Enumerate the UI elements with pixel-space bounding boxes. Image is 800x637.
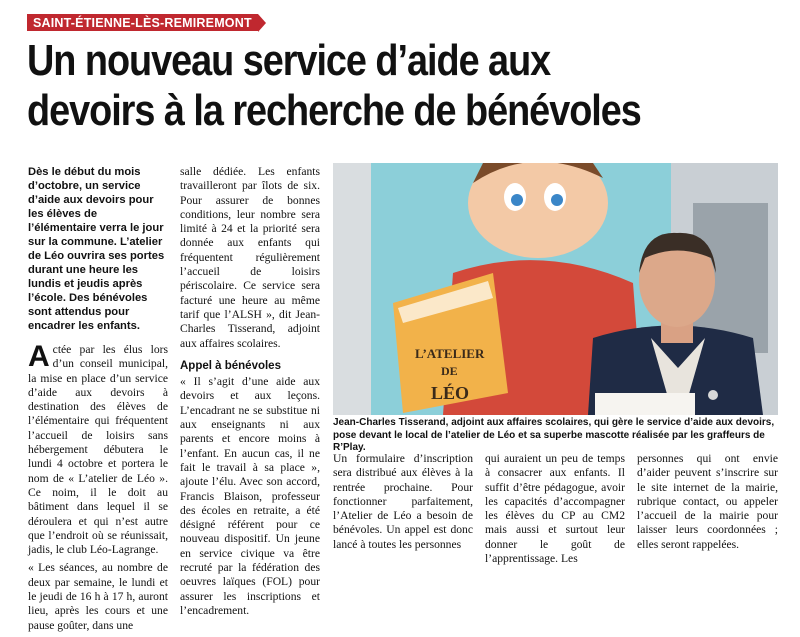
body-paragraph-5: Un formulaire d’inscription sera distribué aux élèves à la rentrée prochaine. Pour fonctionner parfaitement, l’Atelier de Léo a besoin de bénévoles. Un appel est donc lancé à toutes les personnes [333,452,473,551]
subheading-appel: Appel à bénévoles [180,359,281,372]
body-paragraph-1-text: ctée par les élus lors d’un conseil municipal, la mise en place d’un service d’aide aux devoirs à destination des élèves de l’élémentaire qui fréquentent l’accueil de loisirs sans hébergement débutera le lundi 4 octobre et portera le nom de « L’atelier de Léo ». Ce noim, il le doit au bâtiment dans lequel il se déroulera et qui n’est autre que l’endroit où se réunissait, jadis, le club Léo-Lagrange. [28,343,168,557]
headline-line-1: Un nouveau service d’aide aux [27,36,551,85]
section-kicker: SAINT-ÉTIENNE-LÈS-REMIREMONT [27,14,258,31]
held-paper [595,393,695,415]
sign-text-1: L’ATELIER [415,346,485,361]
mascot-pupil-left [511,194,523,206]
door-frame [333,163,371,415]
column-4 [485,452,625,570]
photo-caption: Jean-Charles Tisserand, adjoint aux affaires scolaires, qui gère le service d’aide aux devoirs, pose devant le local de l’atelier de Léo et sa superbe mascotte réalisée par les graffeurs de R’Play. [333,417,775,453]
body-paragraph-6: qui auraient un peu de temps à consacrer aux enfants. Il suffit d’être pédagogue, avoir les capacités d’accompagner les élèves du CP au CM2 mais aussi et surtout leur donner le goût de l’apprentissage. Les [485,452,625,566]
headline-line-2: devoirs à la recherche de bénévoles [27,86,641,135]
column-5 [637,452,778,556]
mascot-pupil-right [551,194,563,206]
column-3 [333,452,473,556]
column-1 [28,165,168,637]
body-paragraph-1 [28,340,168,557]
sign-text-3: LÉO [431,383,470,403]
headline [27,36,689,136]
body-paragraph-2: « Les séances, au nombre de deux par semaine, le lundi et le jeudi de 16 h à 17 h, auront lieu, après les cours et une pause goûter, dans une [28,561,168,632]
column-2 [180,165,320,622]
body-paragraph-3: salle dédiée. Les enfants travailleront par îlots de six. Pour assurer de bonnes conditions, leur nombre sera limité à 24 et la priorité sera donnée aux enfants qui fréquentent régulièrement l’accueil de loisirs périscolaire. Ce service sera facturé une heure au même tarif que l’ALSH », dit Jean-Charles Tisserand, adjoint aux affaires scolaires. [180,165,320,350]
photo-illustration [333,163,778,415]
body-paragraph-7: personnes qui ont envie d’aider peuvent s’inscrire sur le site internet de la mairie, rubrique contact, ou appeler l’accueil de la mairie pour laisser leurs coordonnées ; elles seront rappelées. [637,452,778,551]
lead-paragraph: Dès le début du mois d’octobre, un service d’aide aux devoirs pour les élèves de l’élémentaire verra le jour sur la commune. L’atelier de Léo ouvrira ses portes durant une heure les lundis et jeudis après l’école. Des bénévoles sont attendus pour encadrer les enfants. [28,166,165,332]
body-paragraph-4: « Il s’agit d’une aide aux devoirs et aux leçons. L’encadrant ne se substitue ni aux enseignants ni aux parents et encore moins à l’enfant. En aucun cas, il ne fait le travail à sa place », ajoute l’élu. Avec son accord, Francis Blaison, professeur des écoles en retraite, a été désigné référent pour ce nouveau dispositif. Un jeune en service civique va être recruté par la fédération des oeuvres laïques (FOL) pour assurer les inscriptions et l’encadrement. [180,375,320,617]
drop-cap: A [28,340,50,373]
article-photo [333,163,778,415]
jacket-badge [708,390,718,400]
sign-text-2: DE [441,364,458,378]
